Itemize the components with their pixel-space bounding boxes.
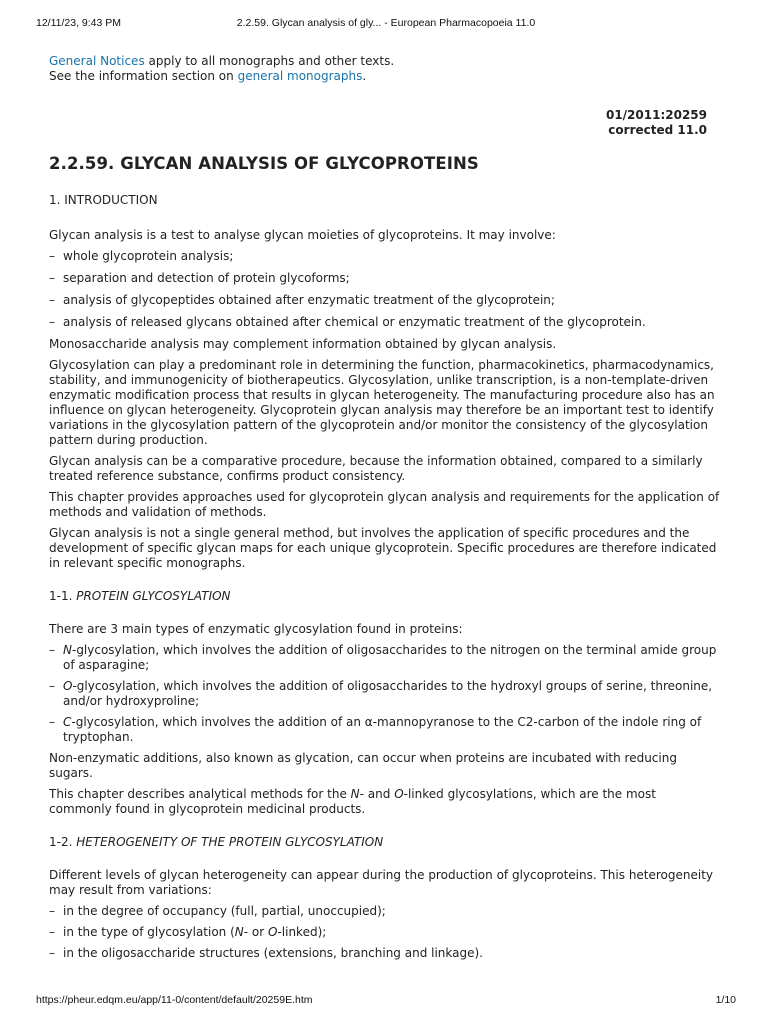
text-run: -linked); — [277, 925, 327, 939]
document-body — [49, 54, 721, 967]
heterogeneity-list — [49, 904, 721, 961]
print-datetime: 12/11/23, 9:43 PM — [36, 17, 122, 29]
paragraph: Glycan analysis can be a comparative procedure, because the information obtained, compared to a similarly treated reference substance, confirms product consistency. — [49, 454, 703, 483]
item-prefix: N — [63, 643, 72, 657]
item-text: -glycosylation, which involves the addition of oligosaccharides to the nitrogen on the terminal amide group of asparagine; — [63, 643, 717, 672]
general-monographs-link[interactable]: general monographs — [237, 69, 363, 83]
print-header — [36, 17, 736, 33]
print-page-number: 1/10 — [715, 994, 736, 1006]
section-number: 1-1. — [49, 589, 77, 603]
paragraph — [49, 787, 721, 817]
text-run: N — [350, 787, 360, 801]
list-item: – in the degree of occupancy (full, partial, unoccupied); — [49, 904, 721, 919]
reference-code: 01/2011:20259 — [605, 108, 707, 122]
text-run: -linked glycosylations, which are the most commonly found in glycoprotein medicinal products. — [49, 787, 656, 816]
text-run: - or — [243, 925, 268, 939]
section-heading-protein-glycosylation — [49, 589, 721, 604]
section-title: HETEROGENEITY OF THE PROTEIN GLYCOSYLATION — [76, 835, 384, 849]
item-text: -glycosylation, which involves the addition of an α-mannopyranose to the C2-carbon of the indole ring of tryptophan. — [63, 715, 702, 744]
reference-status: corrected 11.0 — [608, 123, 707, 137]
list-item — [49, 715, 721, 745]
paragraph: This chapter provides approaches used for glycoprotein glycan analysis and requirements for the application of methods and validation of methods. — [49, 490, 720, 519]
list-item — [49, 679, 721, 709]
text-run: O — [394, 787, 404, 801]
text-run: - and — [359, 787, 395, 801]
list-item: – in the oligosaccharide structures (extensions, branching and linkage). — [49, 946, 721, 961]
list-item: – whole glycoprotein analysis; — [49, 249, 721, 264]
paragraph: Glycan analysis is not a single general method, but involves the application of specific procedures and the development of specific glycan maps for each unique glycoprotein. Specific procedures are therefore indicated in relevant specific monographs. — [49, 526, 717, 570]
section-heading-introduction: 1. INTRODUCTION — [49, 193, 158, 207]
list-item — [49, 925, 721, 940]
print-page-title: 2.2.59. Glycan analysis of gly... - European Pharmacopoeia 11.0 — [236, 17, 536, 29]
notice-line-2-pre: See the information section on — [49, 69, 238, 83]
item-text: -glycosylation, which involves the addition of oligosaccharides to the hydroxyl groups of serine, threonine, and/or hydroxyproline; — [63, 679, 713, 708]
text-run: in the type of glycosylation ( — [63, 925, 235, 939]
section-heading-heterogeneity — [49, 835, 721, 850]
page-title: 2.2.59. GLYCAN ANALYSIS OF GLYCOPROTEINS — [49, 154, 479, 173]
item-prefix: C — [63, 715, 72, 729]
notice-line-1-text: apply to all monographs and other texts. — [144, 54, 395, 68]
notice-line-1 — [49, 54, 721, 69]
list-item: – analysis of glycopeptides obtained after enzymatic treatment of the glycoprotein; — [49, 293, 721, 308]
list-item: – separation and detection of protein glycoforms; — [49, 271, 721, 286]
paragraph: Monosaccharide analysis may complement information obtained by glycan analysis. — [49, 337, 557, 351]
list-item: – analysis of released glycans obtained after chemical or enzymatic treatment of the glycoprotein. — [49, 315, 721, 330]
text-run: This chapter describes analytical methods for the — [49, 787, 351, 801]
heterogeneity-intro: Different levels of glycan heterogeneity can appear during the production of glycoproteins. This heterogeneity may result from variations: — [49, 868, 714, 897]
analysis-list — [49, 249, 721, 330]
notice-line-2-post: . — [362, 69, 367, 83]
list-item — [49, 643, 721, 673]
text-run: N — [234, 925, 244, 939]
print-url: https://pheur.edqm.eu/app/11-0/content/default/20259E.htm — [36, 994, 313, 1006]
section-number: 1-2. — [49, 835, 77, 849]
monograph-reference — [49, 108, 707, 138]
glycosylation-types-list — [49, 643, 721, 745]
paragraph: Non-enzymatic additions, also known as glycation, can occur when proteins are incubated with reducing sugars. — [49, 751, 677, 780]
paragraph: Glycosylation can play a predominant role in determining the function, pharmacokinetics, pharmacodynamics, stability, and immunogenicity of biotherapeutics. Glycosylation, unlike transcription, is a non-template-driven enzymatic modification process that results in glycan heterogeneity. The manufacturing procedure also has an influence on glycan heterogeneity. Glycoprotein glycan analysis may therefore be an important test to identify variations in the glycosylation pattern of the glycoprotein and/or monitor the consistency of the glycosylation pattern during production. — [49, 358, 715, 447]
notice-line-2 — [49, 69, 721, 84]
general-notices-link[interactable]: General Notices — [49, 54, 145, 68]
glycosylation-intro: There are 3 main types of enzymatic glycosylation found in proteins: — [49, 622, 463, 636]
item-prefix: O — [63, 679, 73, 693]
intro-paragraph: Glycan analysis is a test to analyse glycan moieties of glycoproteins. It may involve: — [49, 228, 556, 242]
section-title: PROTEIN GLYCOSYLATION — [76, 589, 231, 603]
text-run: O — [268, 925, 278, 939]
print-footer — [36, 994, 736, 1010]
general-notice — [49, 54, 721, 84]
